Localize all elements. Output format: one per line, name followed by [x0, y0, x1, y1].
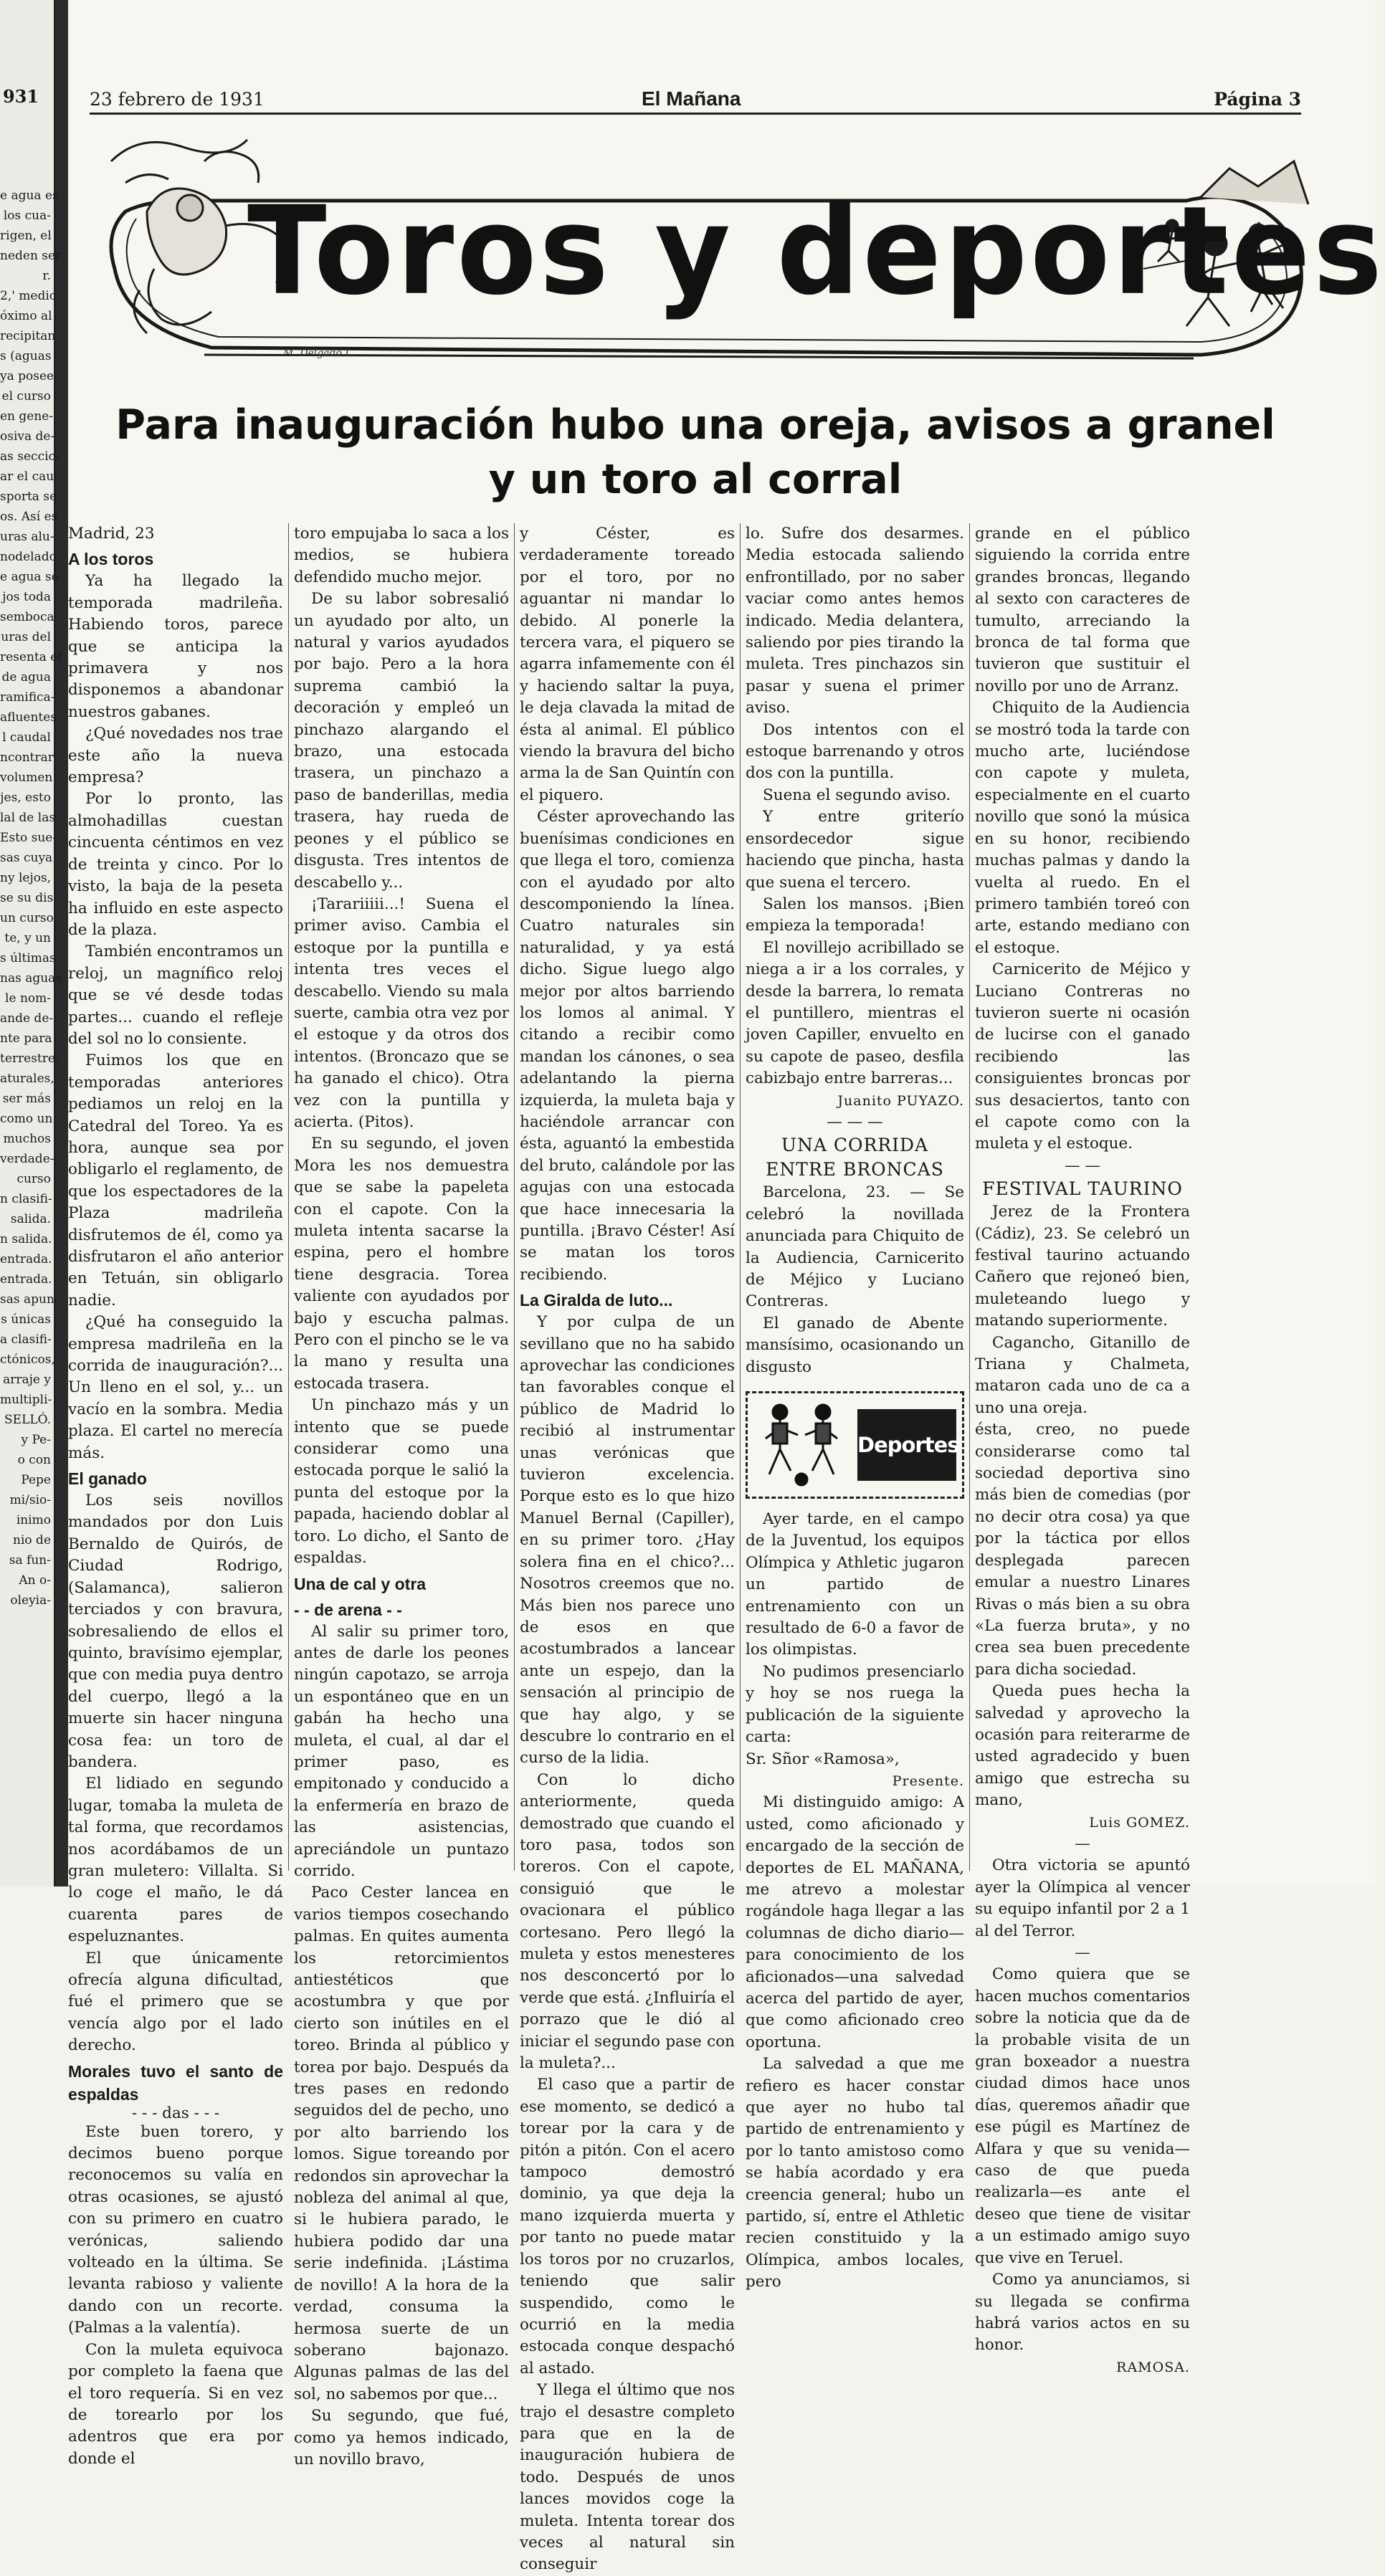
article-paragraph: — — [1075, 1834, 1090, 1853]
adjacent-page-fragment: rigen, el — [0, 229, 52, 243]
adjacent-page-fragment: nio de — [13, 1533, 51, 1547]
article-subheading: Morales tuvo el santo de espaldas — [68, 2061, 283, 2104]
adjacent-page-fragment: sas apun- — [0, 1292, 59, 1307]
article-paragraph: El ganado de Abente mansísimo, ocasionando un disgusto — [746, 1314, 964, 1376]
article-column-5 — [975, 523, 1190, 2375]
football-players-icon — [755, 1399, 848, 1491]
article-paragraph: toro empujaba lo saca a los medios, se hubiera defendido mucho mejor. — [294, 525, 509, 586]
section-heading: UNA CORRIDA ENTRE BRONCAS — [766, 1135, 944, 1180]
article-paragraph: Suena el segundo aviso. — [763, 786, 951, 804]
article-paragraph: Ayer tarde, en el campo de la Juventud, los equipos Olímpica y Athletic jugaron un partido de entrenamiento con un resultado de 6-0 a favor de los olimpistas. — [746, 1510, 964, 1659]
article-paragraph: Chiquito de la Audiencia se mostró toda la tarde con mucho arte, luciéndose con capote y muleta, especialmente en el cuarto novillo que sonó la música en su honor, recibiendo muchas palmas y dando la vuelta al ruedo. En el primero también toreó con arte, estando mediano con el estoque. — [975, 699, 1190, 957]
article-paragraph: Cagancho, Gitanillo de Triana y Chalmeta, mataron cada uno de ca a uno una oreja. — [975, 1333, 1190, 1417]
adjacent-page-fragment: e agua se — [0, 570, 59, 584]
adjacent-page-fragment: y Pe- — [21, 1433, 51, 1447]
article-paragraph: — — [1075, 1944, 1090, 1962]
adjacent-page-fragment: terrestre- — [0, 1051, 60, 1066]
header-date: 23 febrero de 1931 — [90, 89, 265, 110]
adjacent-page-fragment: verdade- — [0, 1152, 54, 1166]
adjacent-page-fragment: s únicas — [1, 1312, 51, 1327]
adjacent-page-fragment: ctónicos, — [0, 1353, 55, 1367]
article-paragraph: Barcelona, 23. — Se celebró la novillada anunciada para Chiquito de la Audiencia, Carnicerito de Méjico y Luciano Contreras. — [746, 1183, 964, 1311]
header-page-number: Página 3 — [1214, 89, 1301, 110]
header-newspaper-name: El Mañana — [642, 87, 741, 110]
adjacent-page-fragment: ncontrar — [0, 750, 54, 765]
adjacent-page-fragment: de agua — [1, 670, 51, 684]
article-column-2 — [294, 523, 509, 2468]
section-heading: FESTIVAL TAURINO — [982, 1178, 1183, 1200]
article-paragraph: ésta, creo, no puede considerarse como tal sociedad deportiva sino más bien de comedias (por no decir otra cosa) ya que por la táctica por ellos desplegada parecen emular a nuestro Linares Rivas o más bien a su obra «La fuerza bruta», y no crea sea buen precedente para dicha sociedad. — [975, 1421, 1190, 1679]
article-paragraph: Al salir su primer toro, antes de darle los peones ningún capotazo, se arroja un espontáneo que en un gabán ha hecho una muleta, el cual, al dar el primer paso, es empitonado y conducido a la enfermería en brazo de las asistencias, apreciándole un puntazo corrido. — [294, 1622, 509, 1880]
main-headline: Para inauguración hubo una oreja, avisos a granel y un toro al corral — [115, 401, 1275, 503]
article-column-1 — [68, 523, 283, 2468]
article-paragraph: Como quiera que se hacen muchos comentarios sobre la noticia que da de la probable visita de un gran boxeador a nuestra ciudad dimos hace unos días, queremos añadir que ese púgil es Martínez de Alfara y que su venida—caso de que pueda realizarla—es ante el deseo que tiene de visitar a un estimado amigo suyo que vive en Teruel. — [975, 1965, 1190, 2267]
adjacent-page-fragment: jos toda — [2, 590, 51, 604]
article-paragraph: Este buen torero, y decimos bueno porque reconocemos su valía en otras ocasiones, se ajustó con su primero en cuatro verónicas, saliendo volteado en la última. Se levanta rabioso y valiente dando con un recorte. (Palmas a la valentía). — [68, 2122, 283, 2337]
adjacent-page-fragment: Esto sue- — [0, 831, 57, 845]
article-paragraph: Salen los mansos. ¡Bien empieza la temporada! — [746, 895, 964, 935]
adjacent-page-fragment: nodelado- — [0, 550, 61, 564]
article-paragraph: Y llega el último que nos trajo el desastre completo para que en la de inauguración hubiera de todo. Después de unos lances movidos coge la muleta. Intenta torear dos veces al natural sin conseguir — [520, 2381, 735, 2574]
adjacent-page-fragment: osiva de- — [0, 429, 55, 444]
adjacent-page-fragment: inimo — [16, 1513, 51, 1527]
adjacent-page-fragment: uras del — [1, 630, 51, 644]
article-paragraph: Y entre griterío ensordecedor sigue haciendo que pincha, hasta que suena el tercero. — [746, 808, 964, 892]
article-paragraph: Mi distinguido amigo: A usted, como aficionado y encargado de la sección de deportes de EL MAÑANA, me atrevo a molestar rogándole haga llegar a las columnas de dicho diario—para conocimiento de los aficionados—una salvedad acerca del partido de ayer, que como aficionado creo oportuna. — [746, 1793, 964, 2051]
article-paragraph: La salvedad a que me refiero es hacer constar que ayer no hubo tal partido de entrenamiento y por lo tanto amistoso como se había acordado y era creencia general; hubo un partido, sí, entre el Athletic recien constituido y la Olímpica, ambos locales, pero — [746, 2055, 964, 2291]
deportes-label: Deportes — [857, 1409, 956, 1481]
article-paragraph: De su labor sobresalió un ayudado por alto, un natural y varios ayudados por bajo. Pero a la hora suprema cambió la decoración y empleó un pinchazo alargando el brazo, una estocada trasera, un pinchazo a paso de banderillas, media trasera, hay rueda de peones y el público se disgusta. Tres intentos de descabello y... — [294, 590, 509, 892]
adjacent-page-fragment: entrada. — [0, 1272, 52, 1287]
article-paragraph: Como ya anunciamos, si su llegada se confirma habrá varios actos en su honor. — [975, 2271, 1190, 2355]
article-subheading: Una de cal y otra — [294, 1574, 427, 1593]
article-paragraph: Carnicerito de Méjico y Luciano Contreras no tuvieron suerte ni ocasión de lucirse con el ganado recibiendo las consiguientes broncas por sus desaciertos, tanto con el capote como con la muleta y el estoque. — [975, 960, 1190, 1153]
running-header — [90, 86, 1301, 115]
adjacent-page-fragment: multipli- — [0, 1393, 52, 1407]
article-subheading: La Giralda de luto... — [520, 1291, 673, 1310]
article-paragraph: Ya ha llegado la temporada madrileña. Habiendo toros, parece que se anticipa la primavera y nos disponemos a abandonar nuestros gabanes. — [68, 572, 283, 721]
adjacent-page-fragment: óximo al — [0, 309, 52, 323]
adjacent-page-fragment: arraje y — [3, 1373, 51, 1387]
adjacent-page-fragment: 2,' medio — [0, 289, 57, 303]
article-paragraph: grande en el público siguiendo la corrida entre grandes broncas, llegando al sexto con caracteres de tumulto, arreciando la bronca de tal forma que tuvieron que sustituir el novillo por uno de Arranz. — [975, 525, 1190, 695]
article-subheading: El ganado — [68, 1469, 147, 1489]
adjacent-page-fragment: le nom- — [5, 991, 51, 1006]
adjacent-page-fragment: resenta el — [0, 650, 62, 664]
adjacent-page-fragment: se su dis- — [0, 891, 58, 905]
article-paragraph: El que únicamente ofrecía alguna dificultad, fué el primero que se vencía algo por el lado derecho. — [68, 1949, 283, 2055]
adjacent-page-fragment: An o- — [19, 1573, 51, 1588]
adjacent-page-fragment: as seccio- — [0, 449, 60, 464]
adjacent-page-number: 931 — [3, 86, 39, 107]
article-paragraph: Jerez de la Frontera (Cádiz), 23. Se celebró un festival taurino actuando Cañero que rejoneó bien, muleteando luego y matando superiormente. — [975, 1203, 1190, 1330]
adjacent-page-fragment: ande de- — [0, 1011, 54, 1026]
article-paragraph: Los seis novillos mandados por don Luis Bernaldo de Quirós, de Ciudad Rodrigo, (Salamanca), salieron terciados y con bravura, sobresaliendo de ellos el quinto, bravísimo ejemplar, que con media puya dentro del cuerpo, llegó a la muerte sin hacer ninguna cosa fea: un toro de bandera. — [68, 1492, 283, 1771]
article-paragraph: ¡Tarariiiii...! Suena el primer aviso. Cambia el estoque por la puntilla e intenta tres veces el descabello. Viendo su mala suerte, cambia otra vez por el estoque y da otros dos intentos. (Broncazo que se ha ganado el chico). Otra vez con la puntilla y acierta. (Pitos). — [294, 895, 509, 1131]
article-paragraph: Y por culpa de un sevillano que no ha sabido aprovechar las condiciones tan favorables conque el público de Madrid lo recibió al instrumentar unas verónicas que tuvieron excelencia. Porque esto es lo que hizo Manuel Bernal (Capiller), en su primer toro. ¿Hay solera fina en el chico?... Nosotros creemos que no. Más bien nos parece uno de esos en que acostumbrados a lancear ante un espejo, dan la sensación al principio de que hay algo, y se descubre lo contrario en el curso de la lidia. — [520, 1313, 735, 1768]
adjacent-page-fragment: jes, esto — [0, 791, 51, 805]
article-paragraph: Queda pues hecha la salvedad y aprovecho la ocasión para reiterarme de usted agradecido y buen amigo que estrecha su mano, — [975, 1682, 1190, 1810]
article-paragraph: ¿Qué ha conseguido la empresa madrileña en la corrida de inauguración?... Un lleno en el sol, y... un vacío en la sombra. Media plaza. El cartel no merecía más. — [68, 1313, 283, 1462]
adjacent-page-fragment: neden ser — [0, 249, 62, 263]
adjacent-page-fragment: ya posee — [0, 369, 54, 383]
article-column-4 — [746, 523, 964, 2291]
adjacent-page-fragment: un curso — [0, 911, 54, 925]
adjacent-page-text — [0, 186, 62, 1611]
adjacent-page-fragment: nas aguas — [0, 971, 62, 986]
adjacent-page-fragment: a clasifi- — [0, 1332, 52, 1347]
adjacent-page-fragment: oleyia- — [10, 1593, 51, 1608]
article-paragraph: — — — [1065, 1156, 1100, 1175]
article-paragraph: El novillejo acribillado se niega a ir a los corrales, y desde la barrera, lo remata el puntillero, mientras el joven Capiller, envuelto en su capote de paseo, desfila cabizbajo entre barreras... — [746, 938, 964, 1088]
banner-title: Toros y deportes — [247, 181, 1385, 323]
adjacent-page-fragment: volumen — [0, 771, 53, 785]
adjacent-page-fragment: ser más — [2, 1092, 51, 1106]
article-paragraph: Con la muleta equivoca por completo la faena que el toro requería. Si en vez de torearlo por los adentros que era por donde el — [68, 2340, 283, 2468]
article-paragraph: Por lo pronto, las almohadillas cuestan cincuenta céntimos en vez de treinta y cinco. Por lo visto, la baja de la peseta ha influido en este aspecto de la plaza. — [68, 790, 283, 939]
article-signature: Juanito PUYAZO. — [837, 1092, 964, 1109]
article-paragraph: Paco Cester lancea en varios tiempos cosechando palmas. En quites aumenta los retorcimientos antiestéticos que acostumbra y que por cierto son inútiles en el toreo. Brinda al público y torea por bajo. Después da tres pases en redondo seguidos del de pecho, uno por alto barriendo los lomos. Sigue toreando por redondos sin aprovechar la nobleza del animal al que, si le hubiera parado, le hubiera podido dar una serie indefinida. ¡Lástima de novillo! A la hora de la verdad, consuma la hermosa suerte de un soberano bajonazo. Algunas palmas de las del sol, no sabemos por que... — [294, 1884, 509, 2403]
column-rule — [514, 523, 515, 1871]
article-paragraph: Su segundo, que fué, como ya hemos indicado, un novillo bravo, — [294, 2407, 509, 2468]
adjacent-page-fragment: recipitan — [0, 329, 56, 343]
article-paragraph: Madrid, 23 — [68, 525, 155, 543]
adjacent-page-strip — [0, 0, 62, 1886]
article-paragraph: El caso que a partir de ese momento, se dedicó a torear por la cara y de pitón a pitón. Con el acero tampoco demostró dominio, ya que deja la mano izquierda muerta y por tanto no puede matar los toros por no cruzarlos, teniendo que salir suspendido, como le ocurrió en la media estocada conque despachó al astado. — [520, 2076, 735, 2377]
adjacent-page-fragment: ny lejos, — [0, 871, 52, 885]
adjacent-page-fragment: nte para — [0, 1031, 52, 1046]
article-paragraph: — — — — [827, 1112, 883, 1131]
column-rule — [969, 523, 970, 1871]
adjacent-page-fragment: mi/sio- — [9, 1493, 51, 1507]
adjacent-page-fragment: os. Así es — [0, 510, 58, 524]
adjacent-page-fragment: e agua es — [0, 189, 59, 203]
article-paragraph: Dos intentos con el estoque barrenando y otros dos con la puntilla. — [746, 720, 964, 783]
adjacent-page-fragment: entrada. — [0, 1252, 52, 1266]
adjacent-page-fragment: te, y un — [4, 931, 51, 945]
article-paragraph: No pudimos presenciarlo y hoy se nos ruega la publicación de la siguiente carta: — [746, 1662, 964, 1747]
article-signature: Luis GOMEZ. — [1089, 1814, 1190, 1831]
article-paragraph: También encontramos un reloj, un magnífico reloj que se vé desde todas partes... cuando el refleje del sol no lo consiente. — [68, 943, 283, 1048]
adjacent-page-fragment: como un — [0, 1112, 53, 1126]
article-paragraph: El lidiado en segundo lugar, tomaba la muleta de tal forma, que recordamos nos acordábamos de un gran muletero: Villalta. Si lo coge el maño, le dá cuarenta pares de espeluznantes. — [68, 1775, 283, 1946]
article-signature: Presente. — [892, 1773, 964, 1789]
adjacent-page-fragment: afluentes — [0, 710, 57, 725]
adjacent-page-fragment: lal de las — [0, 811, 56, 825]
adjacent-page-fragment: Pepe — [21, 1473, 51, 1487]
adjacent-page-fragment: ramifica- — [0, 690, 55, 705]
adjacent-page-fragment: el curso — [1, 389, 51, 404]
adjacent-page-fragment: n salida. — [0, 1232, 52, 1246]
adjacent-page-fragment: aturales, — [0, 1072, 54, 1086]
article-paragraph: lo. Sufre dos desarmes. Media estocada saliendo enfrontillado, por no saber vaciar como antes hemos indicado. Media delantera, saliendo por pies tirando la muleta. Tres pinchazos sin pasar y suena el primer aviso. — [746, 525, 964, 717]
article-paragraph: Con lo dicho anteriormente, queda demostrado que cuando el toro pasa, todos son toreros. Con el capote, consiguió que le ovacionara el público cortesano. Pero llegó la muleta y estos menesteres nos desconcertó por lo verde que está. ¿Influiría el porrazo que le dió al iniciar el segundo pase con la muleta?... — [520, 1770, 735, 2073]
article-signature: RAMOSA. — [1116, 2359, 1190, 2375]
adjacent-page-fragment: curso — [16, 1172, 51, 1186]
article-paragraph: Fuimos los que en temporadas anteriores pediamos un reloj en la Catedral del Toreo. Ya es hora, aunque sea por obligarlo el reglamento, de que los espectadores de la Plaza madrileña disfrutemos de él, como ya disfrutaron el año anterior en Tetuán, sin obligarlo nadie. — [68, 1051, 283, 1310]
article-subheading: - - de arena - - — [294, 1600, 402, 1619]
adjacent-page-fragment: SELLÓ. — [4, 1413, 51, 1427]
deportes-section-box — [746, 1391, 964, 1499]
column-rule — [740, 523, 741, 1871]
adjacent-page-fragment: ar el cau- — [0, 469, 58, 484]
article-paragraph: ¿Qué novedades nos trae este año la nueva empresa? — [68, 725, 283, 787]
article-paragraph: Otra victoria se apuntó ayer la Olímpica al vencer su equipo infantil por 2 a 1 al del Terror. — [975, 1856, 1190, 1940]
newspaper-page — [68, 0, 1385, 2574]
column-rule — [288, 523, 289, 1871]
adjacent-page-fragment: muchos — [3, 1132, 51, 1146]
article-paragraph: Céster aprovechando las buenísimas condiciones en que llega el toro, comienza con el ayudado por alto descomponiendo la línea. Cuatro naturales sin naturalidad, y ya está dicho. Sigue luego algo mejor por altos barriendo los lomos al animal. Y citando a recibir como mandan los cánones, o sea adelantando la pierna izquierda, la muleta baja y haciéndole arrancar con ésta, aguantó la embestida del bruto, calándole por las agujas con una estocada que hace innecesaria la puntilla. ¡Bravo Céster! Así se matan los toros recibiendo. — [520, 808, 735, 1284]
article-paragraph: En su segundo, el joven Mora les nos demuestra que se sabe la papeleta con el capote. Con la muleta intenta sacarse la espina, pero el hombre tiene desgracia. Torea valiente con ayudados por bajo y escucha palmas. Pero con el pincho se le va la mano y resulta una estocada trasera. — [294, 1135, 509, 1393]
adjacent-page-fragment: sporta se — [0, 490, 57, 504]
adjacent-page-fragment: los cua- — [3, 209, 51, 223]
article-paragraph: y Céster, es verdaderamente toreado por el toro, por no aguantar ni mandar lo debido. Al ponerle la tercera vara, el piquero se agarra infamemente con él y haciendo saltar la puya, le deja clavada la mitad de ésta al animal. El público viendo la bravura del bicho arma la de San Quintín con el piquero. — [520, 525, 735, 804]
article-subheading: A los toros — [68, 550, 154, 569]
adjacent-page-fragment: s (aguas — [0, 349, 52, 363]
section-banner — [82, 118, 1385, 398]
adjacent-page-fragment: sa fun- — [9, 1553, 51, 1568]
article-paragraph: - - - das - - - — [131, 2104, 220, 2122]
article-column-3 — [520, 523, 735, 2574]
adjacent-page-fragment: r. — [42, 269, 51, 283]
adjacent-page-fragment: l caudal — [2, 730, 51, 745]
adjacent-page-fragment: en gene- — [0, 409, 54, 424]
adjacent-page-fragment: s últimas — [0, 951, 56, 965]
article-paragraph: Un pinchazo más y un intento que se puede considerar como una estocada porque le salió la punta del estoque por la papada, haciendo doblar al toro. Lo dicho, el Santo de espaldas. — [294, 1396, 509, 1568]
article-paragraph: Sr. Sñor «Ramosa», — [746, 1750, 900, 1768]
adjacent-page-fragment: o con — [17, 1453, 51, 1467]
adjacent-page-fragment: salida. — [10, 1212, 51, 1226]
illustrator-signature: M. Delgado L. — [283, 348, 356, 359]
adjacent-page-fragment: n clasifi- — [0, 1192, 52, 1206]
adjacent-page-fragment: uras alu- — [0, 530, 54, 544]
adjacent-page-fragment: sas cuya — [0, 851, 53, 865]
adjacent-page-fragment: semboca- — [0, 610, 59, 624]
